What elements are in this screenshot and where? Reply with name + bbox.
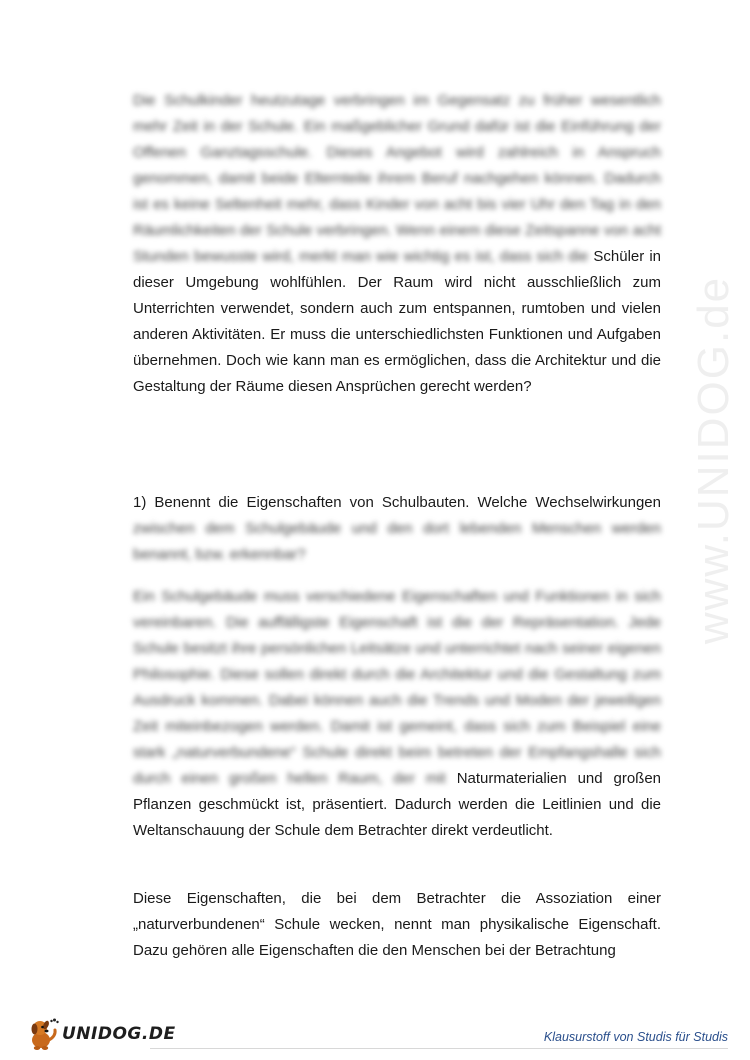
footer-tagline: Klausurstoff von Studis für Studis	[543, 1030, 728, 1044]
dog-icon	[26, 1016, 60, 1052]
intro-visible-text: Schüler in dieser Umgebung wohlfühlen. Der Raum wird nicht ausschließlich zum Unterrichten verwendet, sondern auch zum entspannen, rumtoben und vielen anderen Aktivitäten. Er muss die unterschiedlichsten Funktionen und Aufgaben übernehmen. Doch wie kann man es ermöglichen, dass die Architektur und die Gestaltung der Räume diesen Ansprüchen gerecht werden?	[133, 248, 661, 395]
question-1	[133, 490, 661, 568]
answer-paragraph	[133, 584, 661, 844]
answer-blurred-text: Ein Schulgebäude muss verschiedene Eigenschaften und Funktionen in sich vereinbaren. Die auffälligste Eigenschaft ist die der Repräsentation. Jede Schule besitzt ihre persönlichen Leitsätze und unterrichtet nach seiner eigenen Philosophie. Diese sollen direkt durch die Architektur und die Gestaltung zum Ausdruck kommen. Dabei können auch die Trends und Moden der jeweiligen Zeit miteinbezogen werden. Damit ist gemeint, dass sich zum Beispiel eine stark „naturverbundene“ Schule direkt beim betreten der Empfangshalle sich durch einen großen hellen Raum, der mit	[133, 588, 661, 787]
answer-paragraph-2	[133, 886, 661, 964]
question-blurred-text: zwischen dem Schulgebäude und den dort lebenden Menschen werden benannt, bzw. erkennbar?	[133, 520, 661, 563]
footer-divider	[150, 1048, 728, 1049]
intro-paragraph	[133, 88, 661, 400]
answer2-visible-text: Diese Eigenschaften, die bei dem Betrachter die Assoziation einer „naturverbundenen“ Schule wecken, nennt man physikalische Eigenschaft. Dazu gehören alle Eigenschaften die den Menschen bei der Betrachtung	[133, 890, 661, 959]
unidog-logo[interactable]	[26, 1016, 176, 1052]
question-visible-text: 1) Benennt die Eigenschaften von Schulbauten. Welche Wechselwirkungen	[133, 494, 661, 511]
answer-visible-text: Naturmaterialien und großen Pflanzen geschmückt ist, präsentiert. Dadurch werden die Leitlinien und die Weltanschauung der Schule dem Betrachter direkt verdeutlicht.	[133, 770, 662, 839]
intro-blurred-text: Die Schulkinder heutzutage verbringen im Gegensatz zu früher wesentlich mehr Zeit in der Schule. Ein maßgeblicher Grund dafür ist die Einführung der Offenen Ganztagsschule. Dieses Angebot wird zahlreich in Anspruch genommen, damit beide Elternteile ihrem Beruf nachgehen können. Dadurch ist es keine Seltenheit mehr, dass Kinder von acht bis vier Uhr den Tag in den Räumlichkeiten der Schule verbringen. Wenn einem diese Zeitspanne von acht Stunden bewusste wird, merkt man wie wichtig es ist, dass sich die	[133, 92, 661, 265]
logo-text: UNIDOG.DE	[62, 1024, 176, 1044]
watermark-text: www.UNIDOG.de	[689, 275, 738, 645]
